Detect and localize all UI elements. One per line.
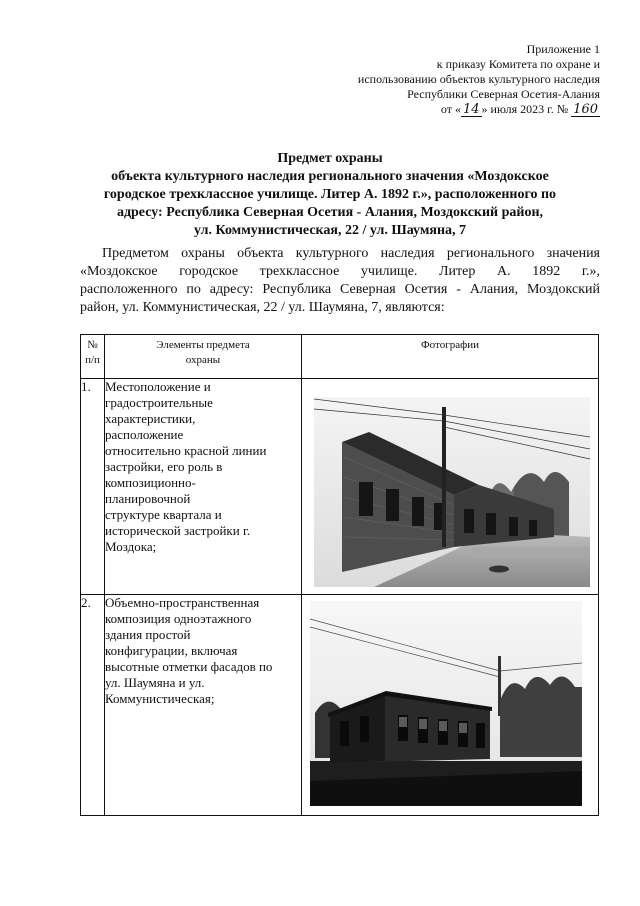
row-element-description: [105, 595, 302, 816]
element-line: Коммунистическая;: [105, 691, 215, 706]
appendix-order-line: к приказу Комитета по охране и: [436, 57, 600, 71]
intro-line-1: Предметом охраны объекта культурного наследия регионального значения: [102, 246, 600, 261]
element-line: композиция одноэтажного: [105, 611, 252, 626]
intro-line-4: район, ул. Коммунистическая, 22 / ул. Шаумяна, 7, являются:: [80, 300, 445, 315]
element-line: относительно красной линии: [105, 443, 267, 458]
header-elements-line-1: Элементы предмета: [156, 339, 250, 351]
element-line: ул. Шаумяна и ул.: [105, 675, 205, 690]
element-line: расположение: [105, 427, 184, 442]
element-line: структуре квартала и: [105, 507, 222, 522]
row-number: 2.: [81, 595, 105, 816]
document-title: [60, 150, 600, 240]
element-line: градостроительные: [105, 395, 213, 410]
header-number-sign: №: [87, 339, 98, 351]
title-line-4: адресу: Республика Северная Осетия - Алания, Моздокский район,: [116, 205, 544, 220]
photo-cell: [302, 379, 599, 595]
table-header-row: [81, 335, 599, 379]
header-number: [81, 335, 105, 379]
element-line: исторической застройки г.: [105, 523, 251, 538]
appendix-date-line: [300, 102, 600, 117]
handwritten-number: 160: [573, 102, 598, 117]
title-line-2: объекта культурного наследия регионального значения «Моздокское: [111, 169, 549, 184]
element-line: Моздока;: [105, 539, 157, 554]
date-middle: » июля 2023 г. №: [481, 102, 569, 116]
appendix-committee-line: использованию объектов культурного наследия: [357, 72, 600, 86]
element-line: здания простой: [105, 627, 191, 642]
title-line-5: ул. Коммунистическая, 22 / ул. Шаумяна, 7: [193, 223, 467, 238]
element-line: планировочной: [105, 491, 191, 506]
header-photos-label: Фотографии: [420, 339, 479, 351]
element-line: конфигурации, включая: [105, 643, 238, 658]
appendix-republic-line: Республики Северная Осетия-Алания: [407, 87, 600, 101]
header-elements-line-2: охраны: [185, 354, 221, 366]
intro-paragraph: [80, 245, 600, 317]
building-corner-photo: [310, 601, 582, 806]
table-row: [81, 379, 599, 595]
intro-line-2: «Моздокское городское трехклассное училище. Литер А. 1892 г.»,: [80, 264, 600, 279]
title-line-3: городское трехклассное училище. Литер А. 1892 г.», расположенного по: [103, 187, 557, 202]
photo-cell: [302, 595, 599, 816]
intro-line-3: расположенного по адресу: Республика Северная Осетия - Алания, Моздокский: [80, 282, 600, 297]
element-line: композиционно-: [105, 475, 196, 490]
building-street-photo: [314, 397, 590, 587]
handwritten-day: 14: [463, 102, 480, 117]
date-prefix: от «: [440, 102, 461, 116]
header-photos: [302, 335, 599, 379]
title-line-1: Предмет охраны: [277, 151, 383, 166]
element-line: застройки, его роль в: [105, 459, 223, 474]
row-element-description: [105, 379, 302, 595]
header-elements: [105, 335, 302, 379]
header-number-pp: п/п: [85, 354, 100, 366]
appendix-header: [300, 42, 600, 117]
element-line: Объемно-пространственная: [105, 595, 260, 610]
element-line: Местоположение и: [105, 379, 211, 394]
protection-table: [80, 334, 599, 816]
element-line: характеристики,: [105, 411, 196, 426]
table-row: [81, 595, 599, 816]
appendix-title: Приложение 1: [526, 42, 600, 56]
row-number: 1.: [81, 379, 105, 595]
element-line: высотные отметки фасадов по: [105, 659, 273, 674]
